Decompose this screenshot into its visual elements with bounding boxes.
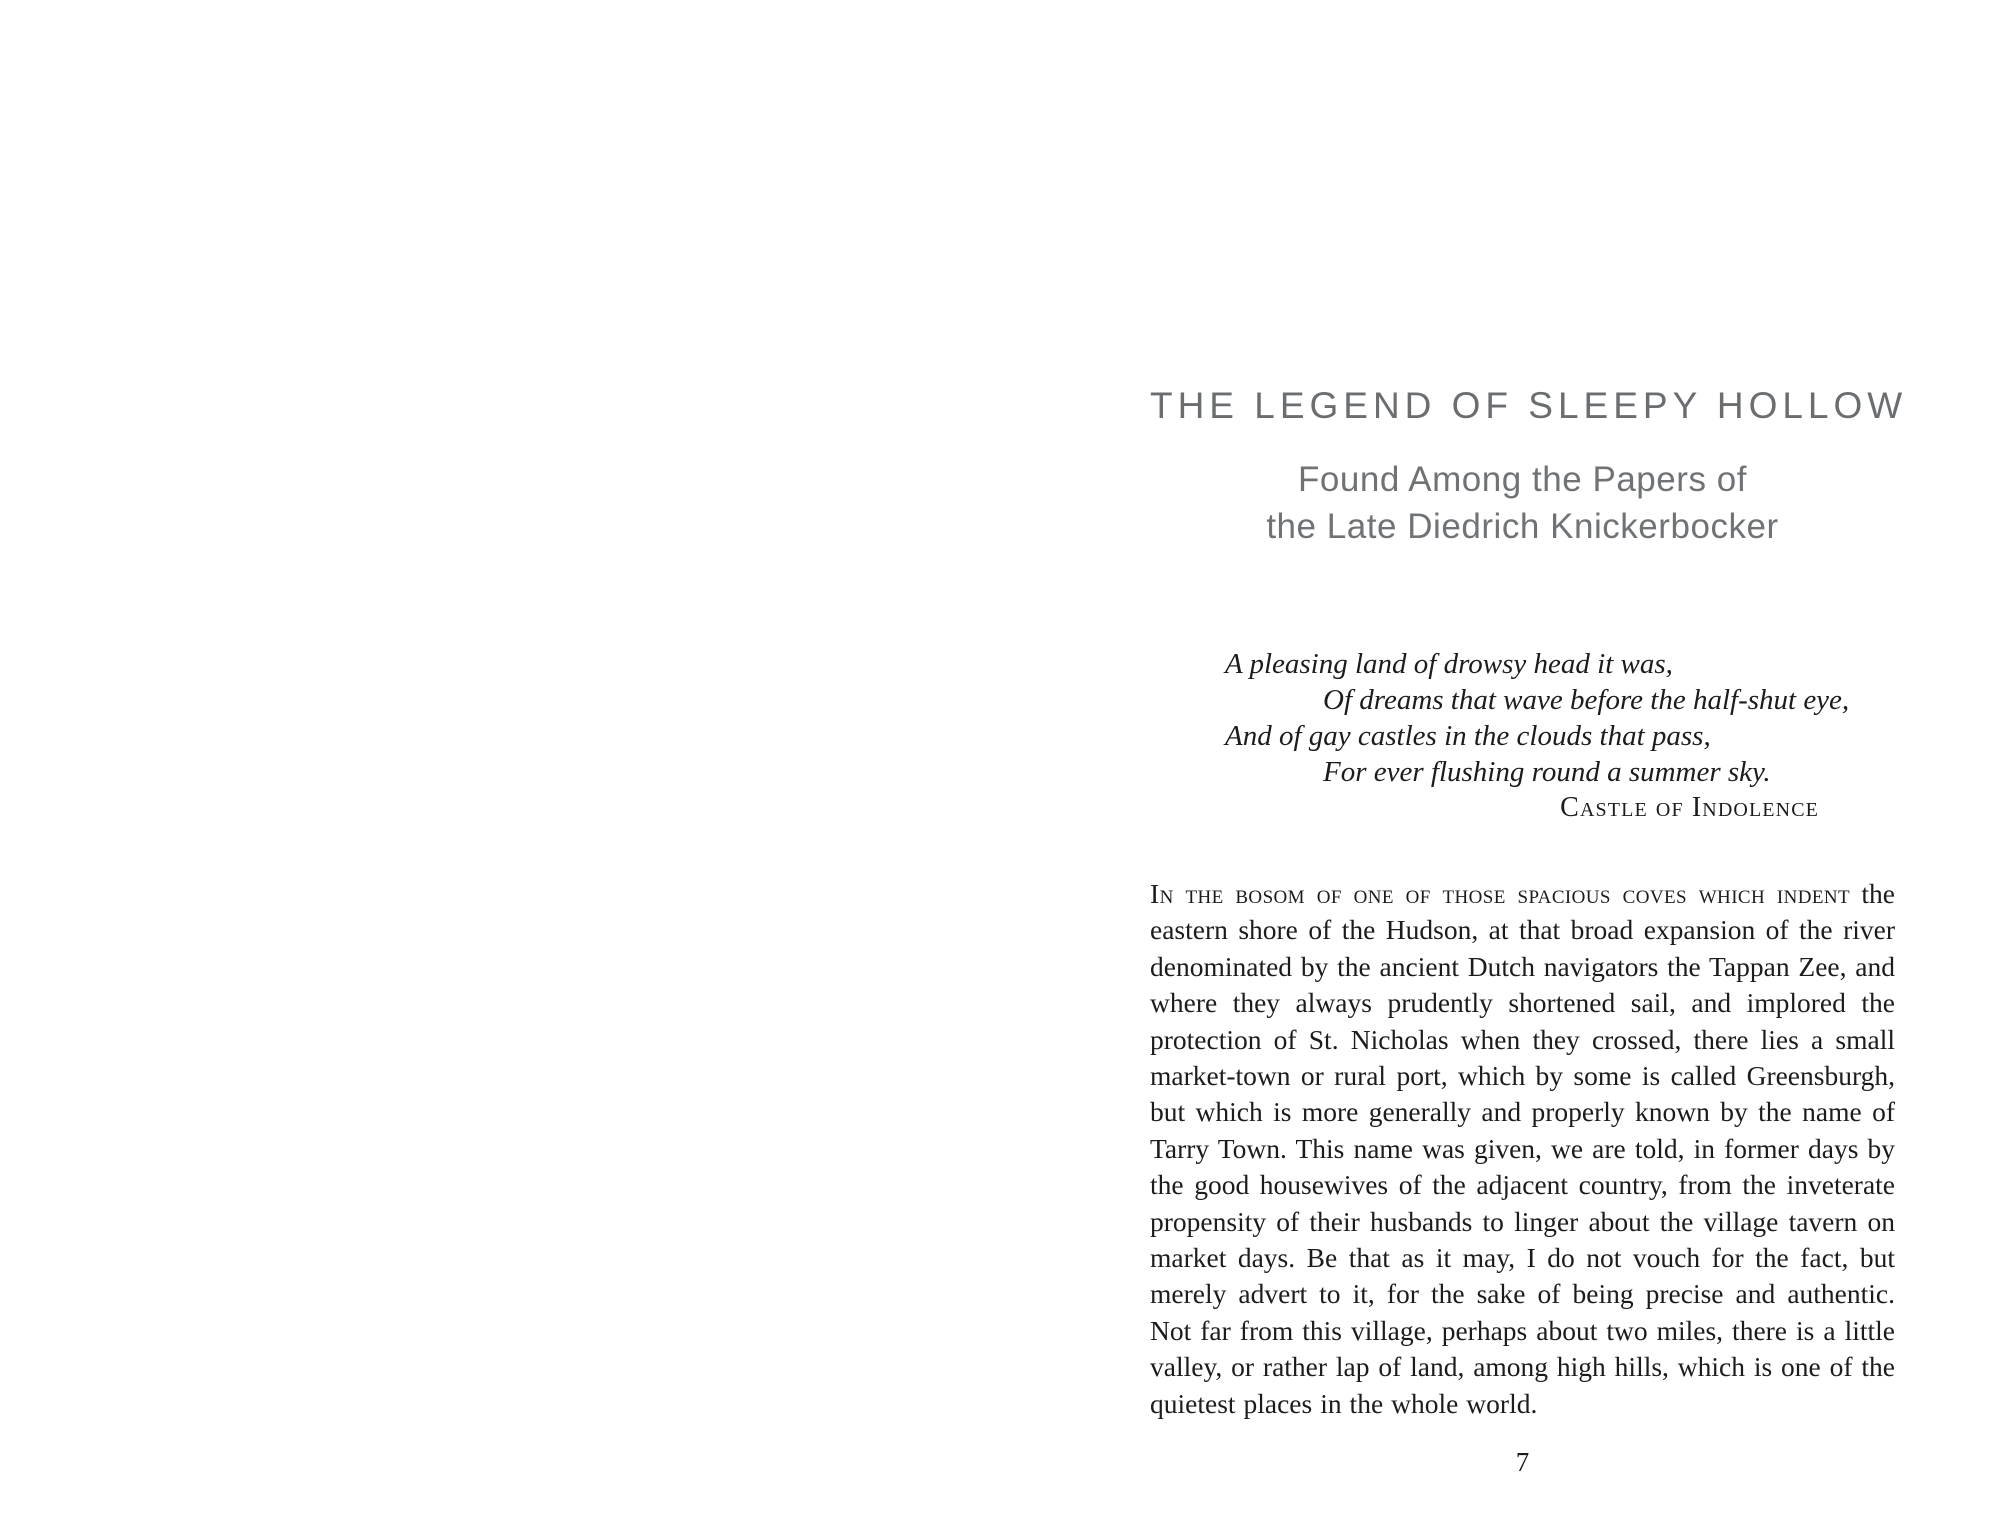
subtitle-line-2: the Late Diedrich Knickerbocker [1266,507,1779,546]
subtitle-line-1: Found Among the Papers of [1298,460,1747,499]
body-text: the eastern shore of the Hudson, at that broad expansion of the river denominated by the ancient Dutch navigators the Tappan Zee, and where they always prudently shortened sail, and implored the protection of St. Nicholas when they crossed, there lies a small market-town or rural port, which by some is called Greensburgh, but which is more generally and properly known by the name of Tarry Town. This name was given, we are told, in former days by the good housewives of the adjacent country, from the inveterate propensity of their husbands to linger about the village tavern on market days. Be that as it may, I do not vouch for the fact, but merely advert to it, for the sake of being precise and authentic. Not far from this village, perhaps about two miles, there is a little valley, or rather lap of land, among high hills, which is one of the quietest places in the whole world. [1150,878,1895,1419]
chapter-title: THE LEGEND OF SLEEPY HOLLOW [1150,385,1908,426]
epigraph [1225,646,1850,826]
text-block [1150,0,1908,1523]
epigraph-line: Of dreams that wave before the half-shut eye, [1323,684,1850,716]
epigraph-line: For ever flushing round a summer sky. [1323,756,1771,788]
body-lead-small-caps: In the bosom of one of those spacious coves which indent [1150,878,1851,909]
right-page [1000,0,2000,1523]
epigraph-attribution: Castle of Indolence [1560,792,1819,823]
page-number: 7 [1515,1447,1530,1477]
epigraph-line: A pleasing land of drowsy head it was, [1225,648,1673,680]
body-paragraph [1150,876,1895,1422]
epigraph-line: And of gay castles in the clouds that pass, [1225,720,1711,752]
chapter-subtitle [1150,456,1895,550]
